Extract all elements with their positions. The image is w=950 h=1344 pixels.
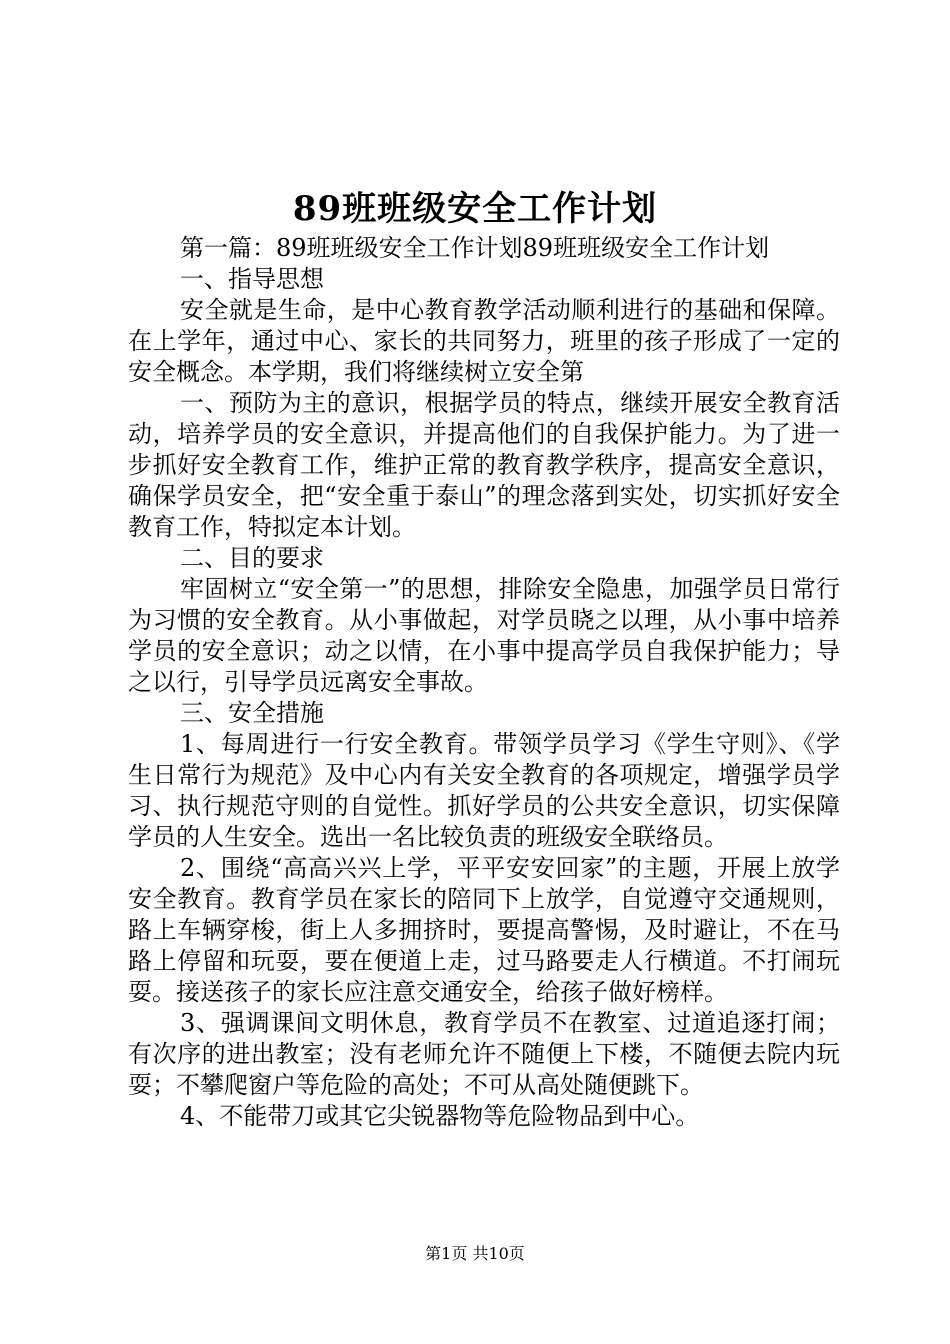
paragraph-section-heading: 第一篇：89班班级安全工作计划89班班级安全工作计划 [180, 234, 770, 262]
paragraph-guiding-ideology-heading: 一、指导思想 [180, 265, 324, 293]
document-title: 89班班级安全工作计划 [292, 189, 658, 229]
paragraph-measure-4: 4、不能带刀或其它尖锐器物等危险物品到中心。 [180, 1102, 700, 1130]
paragraph-goals: 牢固树立“安全第一”的思想，排除安全隐患，加强学员日常行为习惯的安全教育。从小事做起，对学员晓之以理，从小事中培养学员的安全意识；动之以情，在小事中提高学员自我保护能力；导之以行，引导学员远离安全事故。 [128, 575, 840, 696]
page-number-footer: 第1页 共10页 [425, 1244, 525, 1263]
paragraph-guiding-ideology: 安全就是生命，是中心教育教学活动顺利进行的基础和保障。在上学年，通过中心、家长的共同努力，班里的孩子形成了一定的安全概念。本学期，我们将继续树立安全第 [128, 296, 840, 386]
paragraph-prevention: 一、预防为主的意识，根据学员的特点，继续开展安全教育活动，培养学员的安全意识，并提高他们的自我保护能力。为了进一步抓好安全教育工作，维护正常的教育教学秩序，提高安全意识，确保学员安全，把“安全重于泰山”的理念落到实处，切实抓好安全教育工作，特拟定本计划。 [128, 389, 840, 541]
paragraph-measure-1: 1、每周进行一行安全教育。带领学员学习《学生守则》、《学生日常行为规范》及中心内有关安全教育的各项规定，增强学员学习、执行规范守则的自觉性。抓好学员的公共安全意识，切实保障学员的人生安全。选出一名比较负责的班级安全联络员。 [128, 730, 840, 851]
paragraph-measure-3: 3、强调课间文明休息，教育学员不在教室、过道追逐打闹；有次序的进出教室；没有老师允许不随便上下楼，不随便去院内玩耍；不攀爬窗户等危险的高处；不可从高处随便跳下。 [128, 1009, 840, 1099]
paragraph-measures-heading: 三、安全措施 [180, 699, 324, 727]
document-body [128, 233, 840, 1132]
paragraph-measure-2: 2、围绕“高高兴兴上学，平平安安回家”的主题，开展上放学安全教育。教育学员在家长的陪同下上放学，自觉遵守交通规则，路上车辆穿梭，街上人多拥挤时，要提高警惕，及时避让，不在马路上停留和玩耍，要在便道上走，过马路要走人行横道。不打闹玩耍。接送孩子的家长应注意交通安全，给孩子做好榜样。 [128, 854, 840, 1006]
paragraph-goals-heading: 二、目的要求 [180, 544, 324, 572]
